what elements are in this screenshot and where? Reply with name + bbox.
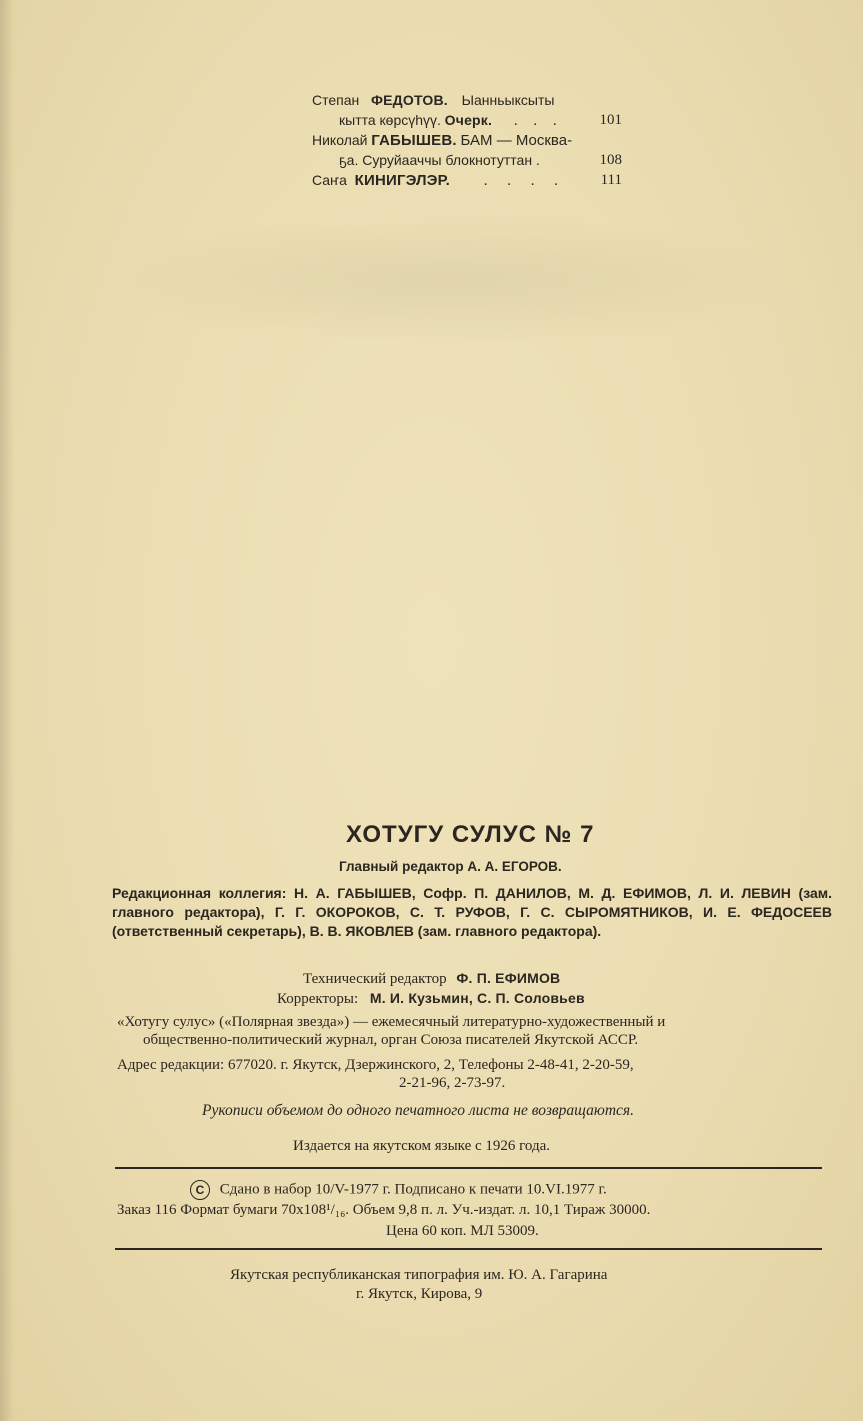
table-of-contents (312, 91, 632, 191)
toc-item-gabyshev-cont (312, 151, 632, 171)
copyright-icon: С (190, 1180, 210, 1200)
toc-title-cont: ҕа. Суруйааччы блокнотуттан . (339, 152, 540, 168)
journal-description (117, 1013, 837, 1049)
editorial-board-label: Редакционная коллегия: (112, 885, 287, 901)
toc-section: КИНИГЭЛЭР. (354, 172, 450, 189)
toc-item-fedotov-cont (312, 111, 632, 131)
proofreaders-names: М. И. Кузьмин, С. П. Соловьев (369, 990, 585, 1006)
toc-author: ГАБЫШЕВ. (371, 132, 457, 149)
divider (115, 1248, 822, 1250)
toc-title-cont: кытта көрсүһүү. (339, 112, 441, 128)
toc-genre: Очерк. (444, 112, 493, 128)
toc-section-first: Саҥа (312, 172, 347, 188)
address-line: 2-21-96, 2-73-97. (399, 1075, 506, 1091)
toc-page-number: 108 (599, 152, 622, 168)
editorial-board-members: Н. А. ГАБЫШЕВ, Софр. П. ДАНИЛОВ, М. Д. ЕФИМОВ, Л. И. ЛЕВИН (зам. главного редактора), Г. Г. ОКОРОКОВ, С. Т. РУФОВ, Г. С. СЫРОМЯТНИКОВ, И. Е. ФЕДОСЕЕВ (ответственный секретарь), В. В. ЯКОВЛЕВ (зам. главного редактора). (112, 885, 833, 939)
editorial-address (117, 1056, 837, 1092)
toc-item-gabyshev (312, 131, 632, 151)
publication-since: Издается на якутском языке с 1926 года. (293, 1138, 551, 1154)
imprint-line (190, 1180, 607, 1200)
divider (115, 1167, 822, 1169)
toc-author-first: Николай (312, 132, 368, 148)
address-line: Адрес редакции: 677020. г. Якутск, Дзержинского, 2, Телефоны 2-48-41, 2-20-59, (117, 1057, 634, 1073)
toc-title: БАМ — Москва- (460, 132, 573, 149)
manuscript-note: Рукописи объемом до одного печатного листа не возвращаются. (202, 1102, 635, 1119)
technical-editor (303, 969, 560, 988)
imprint-line: Заказ 116 Формат бумаги 70x108¹/₁₆. Объем 9,8 п. л. Уч.-издат. л. 10,1 Тираж 30000. (117, 1202, 651, 1218)
imprint-dates: Сдано в набор 10/V-1977 г. Подписано к печати 10.VI.1977 г. (219, 1181, 607, 1198)
toc-author: ФЕДОТОВ. (371, 92, 448, 108)
toc-item-new-books (312, 171, 632, 191)
proofreaders-label: Корректоры: (277, 991, 359, 1007)
description-line: «Хотугу сулус» («Полярная звезда») — ежемесячный литературно-художественный и (117, 1014, 666, 1030)
technical-editor-label: Технический редактор (303, 971, 447, 987)
chief-editor: Главный редактор А. А. ЕГОРОВ. (339, 859, 562, 874)
proofreaders (277, 989, 585, 1008)
technical-editor-name: Ф. П. ЕФИМОВ (456, 970, 561, 986)
printer-name: Якутская республиканская типография им. Ю. А. Гагарина (230, 1267, 608, 1283)
paper-smudge (100, 215, 800, 345)
toc-item-fedotov (312, 91, 632, 111)
editorial-board (112, 884, 832, 941)
printer-address: г. Якутск, Кирова, 9 (356, 1286, 483, 1302)
description-line: общественно-политический журнал, орган Союза писателей Якутской АССР. (143, 1032, 639, 1048)
toc-page-number: 101 (599, 112, 622, 128)
imprint-price: Цена 60 коп. МЛ 53009. (386, 1223, 539, 1239)
toc-author-first: Степан (312, 92, 360, 108)
journal-title: ХОТУГУ СУЛУС № 7 (346, 821, 595, 848)
toc-dots: . . . . (483, 173, 566, 189)
toc-dots: . . . (513, 113, 563, 129)
page-edge-shadow (0, 0, 14, 1421)
toc-title: Ыанньыксыты (461, 92, 555, 108)
toc-page-number: 111 (600, 172, 622, 188)
